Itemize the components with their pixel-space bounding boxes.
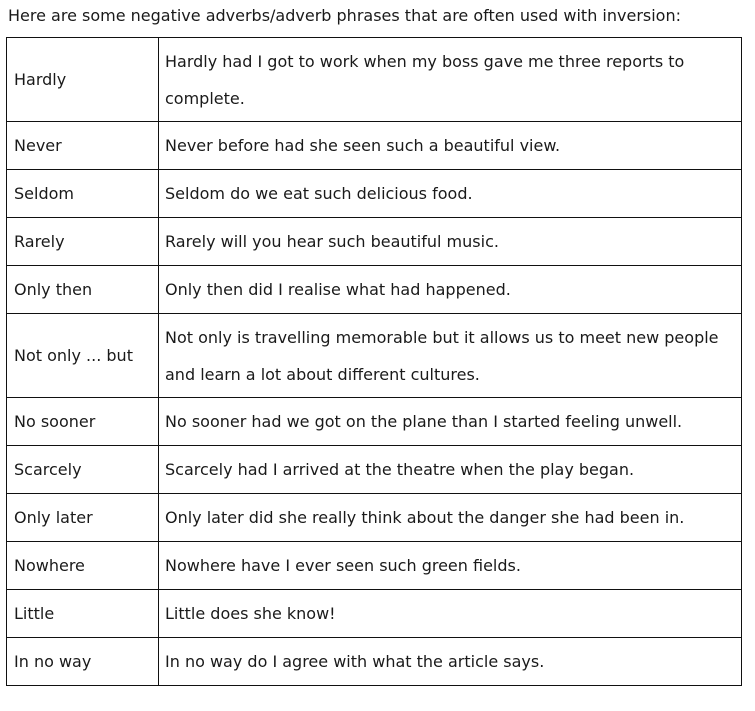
example-cell: Only then did I realise what had happened. (159, 266, 742, 314)
table-row (7, 38, 742, 122)
table-row (7, 542, 742, 590)
adverb-cell: Scarcely (7, 446, 159, 494)
adverb-cell: Only later (7, 494, 159, 542)
adverb-cell: In no way (7, 638, 159, 686)
table-row (7, 638, 742, 686)
table-row (7, 590, 742, 638)
adverb-cell: Not only ... but (7, 314, 159, 398)
inversion-table (6, 37, 742, 686)
example-cell: Seldom do we eat such delicious food. (159, 170, 742, 218)
example-cell: Little does she know! (159, 590, 742, 638)
adverb-cell: Seldom (7, 170, 159, 218)
adverb-cell: Little (7, 590, 159, 638)
table-row (7, 122, 742, 170)
table-row (7, 266, 742, 314)
table-row (7, 314, 742, 398)
example-cell: Rarely will you hear such beautiful music. (159, 218, 742, 266)
example-cell: Scarcely had I arrived at the theatre when the play began. (159, 446, 742, 494)
table-row (7, 494, 742, 542)
example-cell: No sooner had we got on the plane than I started feeling unwell. (159, 398, 742, 446)
intro-text: Here are some negative adverbs/adverb phrases that are often used with inversion: (8, 6, 681, 25)
adverb-cell: Only then (7, 266, 159, 314)
adverb-cell: Never (7, 122, 159, 170)
adverb-cell: Hardly (7, 38, 159, 122)
adverb-cell: Rarely (7, 218, 159, 266)
table-row (7, 398, 742, 446)
table-row (7, 170, 742, 218)
example-cell: Not only is travelling memorable but it allows us to meet new people and learn a lot about different cultures. (159, 314, 742, 398)
adverb-cell: Nowhere (7, 542, 159, 590)
example-cell: Nowhere have I ever seen such green fields. (159, 542, 742, 590)
table-row (7, 446, 742, 494)
example-cell: Only later did she really think about the danger she had been in. (159, 494, 742, 542)
example-cell: In no way do I agree with what the article says. (159, 638, 742, 686)
example-cell: Hardly had I got to work when my boss gave me three reports to complete. (159, 38, 742, 122)
adverb-cell: No sooner (7, 398, 159, 446)
example-cell: Never before had she seen such a beautiful view. (159, 122, 742, 170)
table-row (7, 218, 742, 266)
